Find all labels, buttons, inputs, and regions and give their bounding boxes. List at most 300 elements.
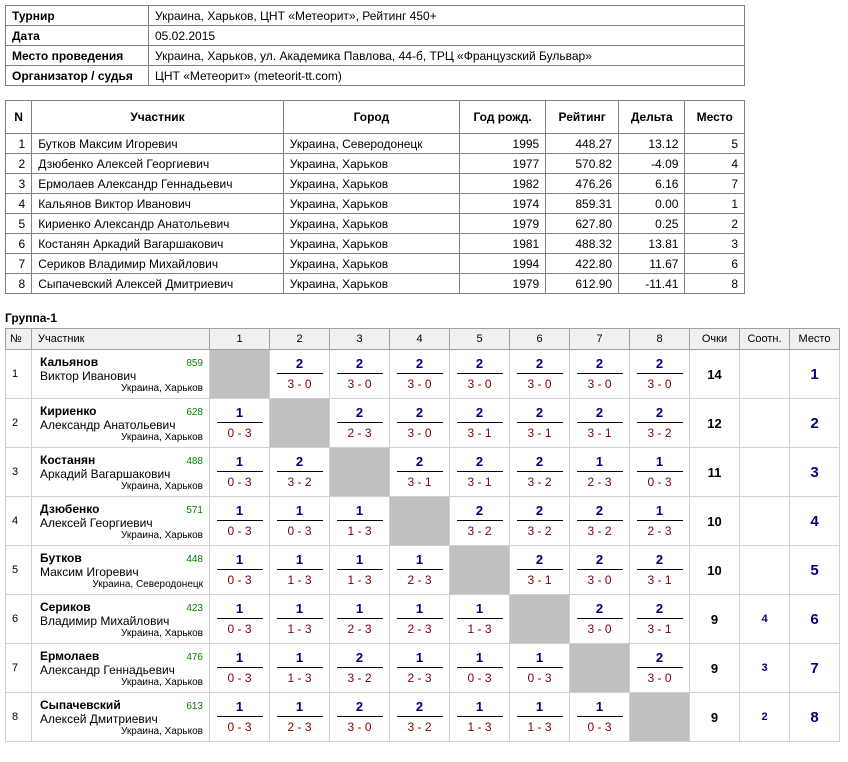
info-row <box>6 66 745 86</box>
match-score: 0 - 3 <box>227 720 252 734</box>
match-cell <box>390 350 450 399</box>
match-points: 1 <box>655 503 664 518</box>
participant-cell: 7 <box>685 174 745 194</box>
player-name: Алексей Георгиевич <box>40 516 153 530</box>
match-score: 3 - 0 <box>647 377 672 391</box>
participant-cell: 3 <box>685 234 745 254</box>
participant-cell: 6 <box>6 234 32 254</box>
match-points: 2 <box>415 699 424 714</box>
match-cell <box>630 350 690 399</box>
match-score: 3 - 0 <box>347 377 372 391</box>
match-cell <box>630 546 690 595</box>
match-score: 3 - 2 <box>347 671 372 685</box>
participant-cell: 8 <box>685 274 745 294</box>
participant-cell: 448.27 <box>546 134 619 154</box>
participant-cell: 0.00 <box>619 194 685 214</box>
match-cell <box>210 644 270 693</box>
final-place: 3 <box>790 448 840 497</box>
player-city: Украина, Харьков <box>121 383 203 394</box>
info-key: Дата <box>6 26 149 46</box>
match-divider <box>397 373 443 374</box>
match-divider <box>517 520 563 521</box>
self-cell <box>570 644 630 693</box>
participant-cell: 5 <box>6 214 32 234</box>
participant-cell: 1995 <box>460 134 546 154</box>
match-points: 2 <box>655 650 664 665</box>
match-points: 1 <box>295 699 304 714</box>
participant-cell: 1981 <box>460 234 546 254</box>
match-divider <box>637 618 683 619</box>
match-points: 1 <box>235 405 244 420</box>
total-points: 9 <box>690 644 740 693</box>
participant-cell: 2 <box>685 214 745 234</box>
participants-header: Участник <box>32 101 284 134</box>
match-points: 1 <box>475 601 484 616</box>
participants-header: Дельта <box>619 101 685 134</box>
participant-row <box>6 154 745 174</box>
match-points: 2 <box>655 552 664 567</box>
match-divider <box>457 716 503 717</box>
match-points: 1 <box>235 552 244 567</box>
participant-cell: 422.80 <box>546 254 619 274</box>
match-divider <box>577 716 623 717</box>
player-name: Аркадий Вагаршакович <box>40 467 171 481</box>
match-cell <box>270 497 330 546</box>
participant-cell: 570.82 <box>546 154 619 174</box>
player-surname: Ермолаев <box>40 649 100 663</box>
info-row <box>6 46 745 66</box>
participant-cell: Украина, Харьков <box>283 194 459 214</box>
match-score: 2 - 3 <box>347 622 372 636</box>
match-points: 2 <box>535 503 544 518</box>
match-score: 3 - 2 <box>287 475 312 489</box>
self-cell <box>510 595 570 644</box>
match-divider <box>577 373 623 374</box>
player-name: Алексей Дмитриевич <box>40 712 158 726</box>
group-header: 6 <box>510 329 570 350</box>
match-divider <box>517 471 563 472</box>
player-surname: Сериков <box>40 600 91 614</box>
group-player-cell <box>32 595 210 644</box>
participant-cell: 1979 <box>460 274 546 294</box>
player-rating: 571 <box>186 505 203 516</box>
match-divider <box>277 520 323 521</box>
match-divider <box>337 422 383 423</box>
match-points: 1 <box>355 552 364 567</box>
match-score: 1 - 3 <box>467 720 492 734</box>
player-city: Украина, Харьков <box>121 481 203 492</box>
player-rating: 859 <box>186 358 203 369</box>
group-row-number: 1 <box>6 350 32 399</box>
participant-cell: 1 <box>6 134 32 154</box>
self-cell <box>330 448 390 497</box>
match-points: 2 <box>415 405 424 420</box>
match-points: 2 <box>595 552 604 567</box>
match-cell <box>510 448 570 497</box>
match-score: 3 - 0 <box>587 573 612 587</box>
match-divider <box>397 471 443 472</box>
group-row-number: 2 <box>6 399 32 448</box>
self-cell <box>450 546 510 595</box>
match-score: 1 - 3 <box>287 622 312 636</box>
match-divider <box>397 716 443 717</box>
match-points: 1 <box>295 601 304 616</box>
participant-row <box>6 134 745 154</box>
group-row <box>6 644 840 693</box>
player-surname: Сыпачевский <box>40 698 121 712</box>
match-points: 2 <box>655 601 664 616</box>
participants-header: Место <box>685 101 745 134</box>
match-divider <box>517 373 563 374</box>
match-cell <box>510 546 570 595</box>
final-place: 7 <box>790 644 840 693</box>
match-cell <box>450 644 510 693</box>
player-city: Украина, Харьков <box>121 726 203 737</box>
participant-cell: 0.25 <box>619 214 685 234</box>
final-place: 4 <box>790 497 840 546</box>
match-score: 3 - 2 <box>527 475 552 489</box>
match-divider <box>337 520 383 521</box>
participant-cell: 6 <box>685 254 745 274</box>
player-city: Украина, Харьков <box>121 530 203 541</box>
group-header: 5 <box>450 329 510 350</box>
match-points: 2 <box>355 405 364 420</box>
match-points: 1 <box>475 650 484 665</box>
match-score: 1 - 3 <box>347 573 372 587</box>
ratio-value <box>740 546 790 595</box>
match-score: 0 - 3 <box>227 426 252 440</box>
match-cell <box>630 644 690 693</box>
participant-row <box>6 254 745 274</box>
participant-row <box>6 234 745 254</box>
match-score: 2 - 3 <box>287 720 312 734</box>
info-value: ЦНТ «Метеорит» (meteorit-tt.com) <box>149 66 745 86</box>
match-points: 2 <box>475 405 484 420</box>
match-score: 3 - 0 <box>587 377 612 391</box>
info-row <box>6 6 745 26</box>
match-divider <box>577 520 623 521</box>
match-points: 2 <box>595 356 604 371</box>
group-header: 2 <box>270 329 330 350</box>
match-divider <box>637 471 683 472</box>
match-cell <box>270 644 330 693</box>
group-player-cell <box>32 644 210 693</box>
match-divider <box>457 471 503 472</box>
match-divider <box>577 569 623 570</box>
match-divider <box>637 569 683 570</box>
match-points: 2 <box>475 503 484 518</box>
match-cell <box>570 497 630 546</box>
info-value: 05.02.2015 <box>149 26 745 46</box>
match-cell <box>210 497 270 546</box>
match-divider <box>457 618 503 619</box>
group-header: № <box>6 329 32 350</box>
match-points: 2 <box>655 356 664 371</box>
match-divider <box>577 471 623 472</box>
match-divider <box>577 618 623 619</box>
info-row <box>6 26 745 46</box>
participant-cell: 1979 <box>460 214 546 234</box>
participant-cell: Сериков Владимир Михайлович <box>32 254 284 274</box>
group-header: Очки <box>690 329 740 350</box>
ratio-value <box>740 399 790 448</box>
player-surname: Дзюбенко <box>40 502 100 516</box>
group-player-cell <box>32 350 210 399</box>
match-cell <box>330 546 390 595</box>
match-divider <box>517 716 563 717</box>
match-cell <box>330 399 390 448</box>
match-points: 2 <box>355 699 364 714</box>
player-rating: 628 <box>186 407 203 418</box>
player-name: Александр Геннадьевич <box>40 663 175 677</box>
match-score: 0 - 3 <box>587 720 612 734</box>
group-row <box>6 546 840 595</box>
info-key: Организатор / судья <box>6 66 149 86</box>
match-points: 1 <box>355 503 364 518</box>
info-value: Украина, Харьков, ул. Академика Павлова, 44-б, ТРЦ «Французский Бульвар» <box>149 46 745 66</box>
match-score: 3 - 0 <box>407 426 432 440</box>
participant-cell: 1982 <box>460 174 546 194</box>
participants-table <box>5 100 745 294</box>
self-cell <box>630 693 690 742</box>
ratio-value: 4 <box>740 595 790 644</box>
match-cell <box>630 497 690 546</box>
match-divider <box>397 667 443 668</box>
match-divider <box>517 569 563 570</box>
match-cell <box>570 448 630 497</box>
match-cell <box>390 399 450 448</box>
final-place: 2 <box>790 399 840 448</box>
self-cell <box>390 497 450 546</box>
participant-cell: Дзюбенко Алексей Георгиевич <box>32 154 284 174</box>
match-points: 2 <box>295 356 304 371</box>
group-row <box>6 693 840 742</box>
match-points: 2 <box>475 454 484 469</box>
match-score: 3 - 0 <box>287 377 312 391</box>
participant-cell: 1 <box>685 194 745 214</box>
match-divider <box>217 520 263 521</box>
info-key: Турнир <box>6 6 149 26</box>
match-divider <box>457 667 503 668</box>
match-cell <box>450 448 510 497</box>
match-score: 3 - 0 <box>407 377 432 391</box>
match-score: 3 - 2 <box>407 720 432 734</box>
match-cell <box>330 595 390 644</box>
participant-cell: 8 <box>6 274 32 294</box>
player-surname: Кириенко <box>40 404 97 418</box>
match-score: 3 - 0 <box>647 671 672 685</box>
player-name: Владимир Михайлович <box>40 614 170 628</box>
participant-cell: 1977 <box>460 154 546 174</box>
participant-cell: 4 <box>685 154 745 174</box>
match-points: 1 <box>415 601 424 616</box>
match-score: 3 - 0 <box>587 622 612 636</box>
group-header: Соотн. <box>740 329 790 350</box>
participant-cell: 7 <box>6 254 32 274</box>
match-score: 1 - 3 <box>287 671 312 685</box>
match-score: 3 - 1 <box>647 573 672 587</box>
match-score: 0 - 3 <box>467 671 492 685</box>
participant-cell: 1994 <box>460 254 546 274</box>
match-score: 0 - 3 <box>647 475 672 489</box>
match-points: 2 <box>415 356 424 371</box>
participants-header: Город <box>283 101 459 134</box>
match-divider <box>277 618 323 619</box>
match-cell <box>450 595 510 644</box>
group-header: 3 <box>330 329 390 350</box>
participant-cell: Кальянов Виктор Иванович <box>32 194 284 214</box>
participant-cell: Украина, Харьков <box>283 274 459 294</box>
match-cell <box>210 693 270 742</box>
match-divider <box>457 422 503 423</box>
participant-cell: Украина, Северодонецк <box>283 134 459 154</box>
group-row-number: 8 <box>6 693 32 742</box>
player-city: Украина, Харьков <box>121 677 203 688</box>
group-row-number: 4 <box>6 497 32 546</box>
match-score: 3 - 1 <box>407 475 432 489</box>
match-points: 2 <box>415 454 424 469</box>
match-cell <box>390 546 450 595</box>
match-cell <box>330 693 390 742</box>
match-points: 1 <box>295 503 304 518</box>
match-score: 3 - 2 <box>587 524 612 538</box>
participant-cell: Украина, Харьков <box>283 154 459 174</box>
player-city: Украина, Северодонецк <box>92 579 203 590</box>
match-cell <box>210 399 270 448</box>
match-points: 1 <box>235 503 244 518</box>
group-header: 8 <box>630 329 690 350</box>
match-cell <box>450 350 510 399</box>
match-cell <box>210 448 270 497</box>
total-points: 9 <box>690 693 740 742</box>
match-divider <box>337 569 383 570</box>
player-rating: 488 <box>186 456 203 467</box>
match-score: 0 - 3 <box>227 475 252 489</box>
match-points: 2 <box>355 650 364 665</box>
match-score: 2 - 3 <box>647 524 672 538</box>
match-divider <box>217 569 263 570</box>
match-cell <box>630 399 690 448</box>
participant-cell: 11.67 <box>619 254 685 274</box>
match-score: 3 - 1 <box>467 475 492 489</box>
match-divider <box>337 373 383 374</box>
match-cell <box>510 644 570 693</box>
match-divider <box>217 618 263 619</box>
match-cell <box>510 693 570 742</box>
participant-cell: Украина, Харьков <box>283 254 459 274</box>
participant-cell: 627.80 <box>546 214 619 234</box>
final-place: 6 <box>790 595 840 644</box>
participant-cell: 6.16 <box>619 174 685 194</box>
participant-cell: Ермолаев Александр Геннадьевич <box>32 174 284 194</box>
match-points: 2 <box>595 601 604 616</box>
match-points: 2 <box>535 454 544 469</box>
match-points: 1 <box>535 650 544 665</box>
participant-row <box>6 174 745 194</box>
match-cell <box>510 497 570 546</box>
match-divider <box>277 716 323 717</box>
participants-header: N <box>6 101 32 134</box>
match-score: 3 - 0 <box>467 377 492 391</box>
group-player-cell <box>32 546 210 595</box>
total-points: 10 <box>690 497 740 546</box>
match-cell <box>630 595 690 644</box>
match-divider <box>637 422 683 423</box>
match-score: 0 - 3 <box>527 671 552 685</box>
group-header: 4 <box>390 329 450 350</box>
match-cell <box>630 448 690 497</box>
match-divider <box>637 520 683 521</box>
match-points: 1 <box>415 552 424 567</box>
match-score: 1 - 3 <box>347 524 372 538</box>
match-score: 3 - 0 <box>347 720 372 734</box>
match-divider <box>217 422 263 423</box>
match-score: 3 - 1 <box>527 426 552 440</box>
participant-cell: 2 <box>6 154 32 174</box>
match-points: 2 <box>595 503 604 518</box>
player-surname: Бутков <box>40 551 82 565</box>
match-points: 1 <box>235 699 244 714</box>
group-row <box>6 350 840 399</box>
match-score: 1 - 3 <box>527 720 552 734</box>
ratio-value <box>740 350 790 399</box>
match-cell <box>270 546 330 595</box>
group-row <box>6 448 840 497</box>
match-score: 0 - 3 <box>287 524 312 538</box>
player-rating: 476 <box>186 652 203 663</box>
match-score: 3 - 1 <box>467 426 492 440</box>
final-place: 8 <box>790 693 840 742</box>
group-header: Участник <box>32 329 210 350</box>
match-points: 2 <box>595 405 604 420</box>
participant-cell: Сыпачевский Алексей Дмитриевич <box>32 274 284 294</box>
match-cell <box>450 399 510 448</box>
match-divider <box>397 569 443 570</box>
ratio-value <box>740 497 790 546</box>
match-points: 2 <box>655 405 664 420</box>
participant-cell: Кириенко Александр Анатольевич <box>32 214 284 234</box>
match-cell <box>570 350 630 399</box>
match-divider <box>277 373 323 374</box>
participant-cell: Бутков Максим Игоревич <box>32 134 284 154</box>
participant-cell: 612.90 <box>546 274 619 294</box>
match-score: 3 - 1 <box>587 426 612 440</box>
group-title: Группа-1 <box>5 311 58 325</box>
participant-cell: Костанян Аркадий Вагаршакович <box>32 234 284 254</box>
info-key: Место проведения <box>6 46 149 66</box>
group-player-cell <box>32 448 210 497</box>
match-points: 1 <box>235 454 244 469</box>
tournament-info-table <box>5 5 745 86</box>
match-score: 3 - 2 <box>527 524 552 538</box>
match-cell <box>210 546 270 595</box>
group-header: 1 <box>210 329 270 350</box>
participant-cell: Украина, Харьков <box>283 214 459 234</box>
group-row <box>6 497 840 546</box>
participant-cell: -4.09 <box>619 154 685 174</box>
participant-cell: 4 <box>6 194 32 214</box>
match-cell <box>270 693 330 742</box>
match-cell <box>570 693 630 742</box>
match-points: 1 <box>295 552 304 567</box>
match-points: 2 <box>475 356 484 371</box>
match-points: 2 <box>355 356 364 371</box>
match-score: 0 - 3 <box>227 622 252 636</box>
match-points: 1 <box>235 650 244 665</box>
player-name: Александр Анатольевич <box>40 418 176 432</box>
match-points: 1 <box>595 454 604 469</box>
match-score: 3 - 0 <box>527 377 552 391</box>
